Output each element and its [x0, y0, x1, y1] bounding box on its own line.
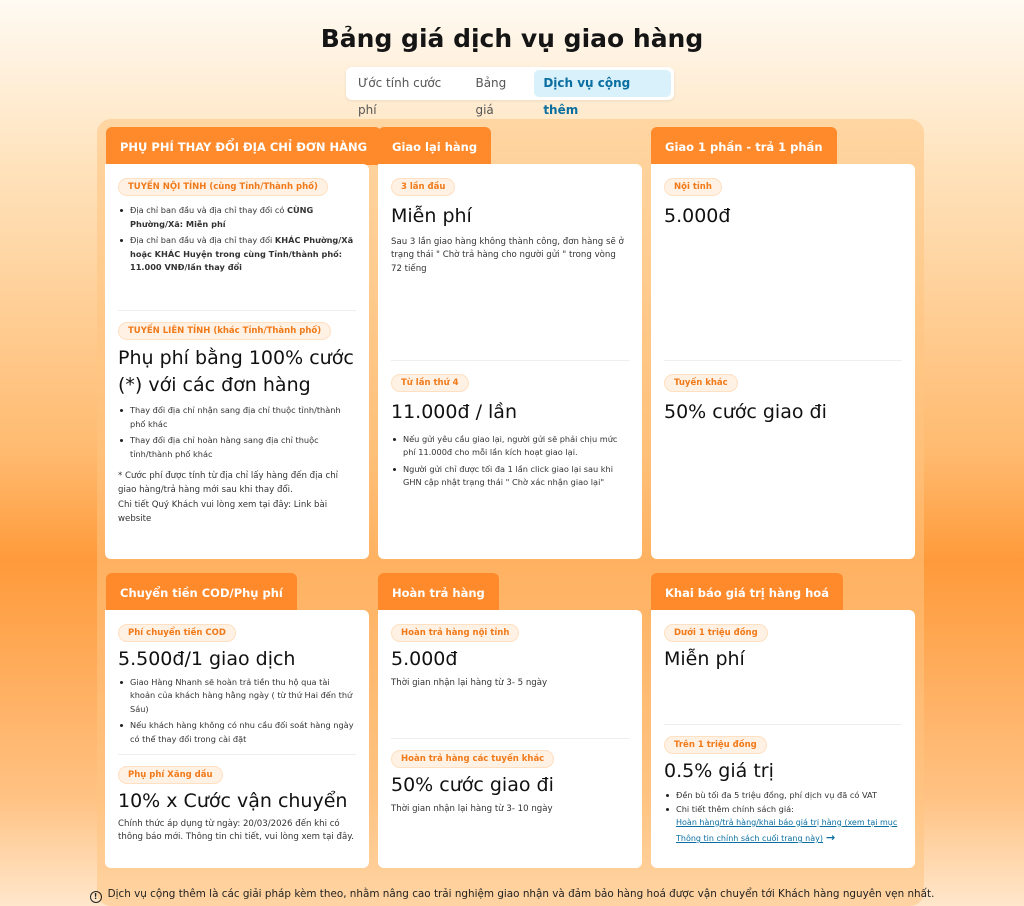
other-route-pill: Tuyến khác — [664, 374, 738, 392]
divider — [664, 724, 902, 725]
list-item: Thay đổi địa chỉ nhận sang địa chỉ thuộc tỉnh/thành phố khác — [118, 404, 356, 431]
partial-card — [651, 164, 915, 559]
intra-return-price: 5.000đ — [391, 648, 458, 670]
page-title: Bảng giá dịch vụ giao hàng — [320, 24, 704, 53]
tab-extra-services[interactable]: Dịch vụ cộng thêm — [534, 70, 671, 97]
intra-province-pill: Nội tỉnh — [664, 178, 722, 196]
over-million-price: 0.5% giá trị — [664, 760, 774, 782]
divider — [664, 360, 902, 361]
fee-note: * Cước phí được tính từ địa chỉ lấy hàng đến địa chỉ giao hàng/trả hàng mới sau khi thay đổi. — [118, 471, 339, 496]
list-item: Nếu khách hàng không có nhu cầu đối soát hàng ngày có thể thay đổi trong cài đặt — [118, 719, 356, 746]
list-item: Đền bù tối đa 5 triệu đồng, phí dịch vụ đã có VAT — [664, 789, 902, 803]
bullet-strong: KHÁC Phường/Xã hoặc KHÁC Huyện trong cùng Tỉnh/thành phố: 11.000 VNĐ/lần thay đổi — [130, 235, 354, 273]
list-item — [118, 234, 356, 275]
first-three-desc: Sau 3 lần giao hàng không thành công, đơn hàng sẽ ở trạng thái " Chờ trả hàng cho người gửi " trong vòng 72 tiếng — [391, 236, 624, 275]
inter-province-pill: TUYẾN LIÊN TỈNH (khác Tỉnh/Thành phố) — [118, 322, 331, 340]
list-item: Thay đổi địa chỉ hoàn hàng sang địa chỉ thuộc tỉnh/thành phố khác — [118, 434, 356, 461]
partial-card-tab: Giao 1 phần - trả 1 phần — [651, 127, 837, 165]
from-fourth-price: 11.000đ / lần — [391, 401, 517, 423]
list-item: Giao Hàng Nhanh sẽ hoàn trả tiền thu hộ qua tài khoản của khách hàng hằng ngày ( từ thứ Hai đến thứ Sáu) — [118, 676, 356, 717]
declare-card — [651, 610, 915, 868]
list-item: Nếu gửi yêu cầu giao lại, người gửi sẽ phải chịu mức phí 11.000đ cho mỗi lần kích hoạt giao lại. — [391, 433, 629, 460]
first-three-price: Miễn phí — [391, 205, 472, 227]
cod-fee-price: 5.500đ/1 giao dịch — [118, 648, 296, 670]
address-change-card — [105, 164, 369, 559]
over-million-pill: Trên 1 triệu đồng — [664, 736, 767, 754]
list-item: Người gửi chỉ được tối đa 1 lần click giao lại sau khi GHN cập nhật trạng thái " Chờ xác nhận giao lại" — [391, 463, 629, 490]
list-item: Chi tiết thêm chính sách giá: — [664, 803, 902, 817]
tab-bar — [346, 67, 674, 117]
other-route-price: 50% cước giao đi — [664, 401, 827, 423]
redeliver-card-tab: Giao lại hàng — [378, 127, 491, 165]
intra-return-desc: Thời gian nhận lại hàng từ 3- 5 ngày — [391, 677, 548, 688]
cod-fee-pill: Phí chuyển tiền COD — [118, 624, 236, 642]
detail-link-text[interactable]: Chi tiết Quý Khách vui lòng xem tại đây: Link bài website — [118, 499, 328, 524]
redeliver-card — [378, 164, 642, 559]
footer-note — [0, 888, 1024, 903]
intra-return-pill: Hoàn trả hàng nội tỉnh — [391, 624, 519, 642]
divider — [391, 738, 629, 739]
policy-link-row — [664, 817, 902, 846]
bullet-strong: CÙNG Phường/Xã: Miễn phí — [130, 205, 314, 229]
fuel-surcharge-pill: Phụ phí Xăng dầu — [118, 766, 223, 784]
other-return-price: 50% cước giao đi — [391, 774, 554, 796]
footer-text: Dịch vụ cộng thêm là các giải pháp kèm theo, nhằm nâng cao trải nghiệm giao nhận và đảm bảo hàng hoá được vận chuyển tới Khách hàng nguyên vẹn nhất. — [107, 888, 935, 900]
policy-link[interactable]: Hoàn hàng/trả hàng/khai báo giá trị hàng (xem tại mục Thông tin chính sách cuối trang này) — [676, 817, 898, 844]
declare-card-tab: Khai báo giá trị hàng hoá — [651, 573, 843, 611]
bullet-text: Địa chỉ ban đầu và địa chỉ thay đổi — [130, 235, 275, 246]
divider — [391, 360, 629, 361]
intra-province-pill: TUYẾN NỘI TỈNH (cùng Tỉnh/Thành phố) — [118, 178, 328, 196]
info-circle-icon: ! — [90, 891, 102, 903]
from-fourth-pill: Từ lần thứ 4 — [391, 374, 469, 392]
divider — [118, 754, 356, 755]
other-return-desc: Thời gian nhận lại hàng từ 3- 10 ngày — [391, 803, 553, 814]
first-three-pill: 3 lần đầu — [391, 178, 455, 196]
tab-estimate-fee[interactable]: Ước tính cước phí — [358, 76, 442, 117]
tab-price-table[interactable]: Bảng giá — [475, 76, 507, 117]
inter-province-fee: Phụ phí bằng 100% cước (*) với các đơn hàng — [118, 347, 354, 396]
divider — [118, 310, 356, 311]
other-return-pill: Hoàn trả hàng các tuyến khác — [391, 750, 554, 768]
return-card — [378, 610, 642, 868]
bullet-text: Địa chỉ ban đầu và địa chỉ thay đổi có — [130, 205, 288, 215]
cod-card-tab: Chuyển tiền COD/Phụ phí — [106, 573, 297, 611]
return-card-tab: Hoàn trả hàng — [378, 573, 499, 611]
arrow-right-icon[interactable]: → — [825, 831, 836, 845]
address-change-card-tab: PHỤ PHÍ THAY ĐỔI ĐỊA CHỈ ĐƠN HÀNG — [106, 127, 381, 165]
fuel-surcharge-desc: Chính thức áp dụng từ ngày: 20/03/2026 đến khi có thông báo mới. Thông tin chi tiết, vui lòng xem tại đây. — [118, 818, 354, 843]
intra-province-price: 5.000đ — [664, 205, 731, 227]
under-million-pill: Dưới 1 triệu đồng — [664, 624, 768, 642]
list-item — [118, 204, 356, 231]
fuel-surcharge-price: 10% x Cước vận chuyển — [118, 790, 348, 812]
under-million-price: Miễn phí — [664, 648, 745, 670]
cod-card — [105, 610, 369, 868]
